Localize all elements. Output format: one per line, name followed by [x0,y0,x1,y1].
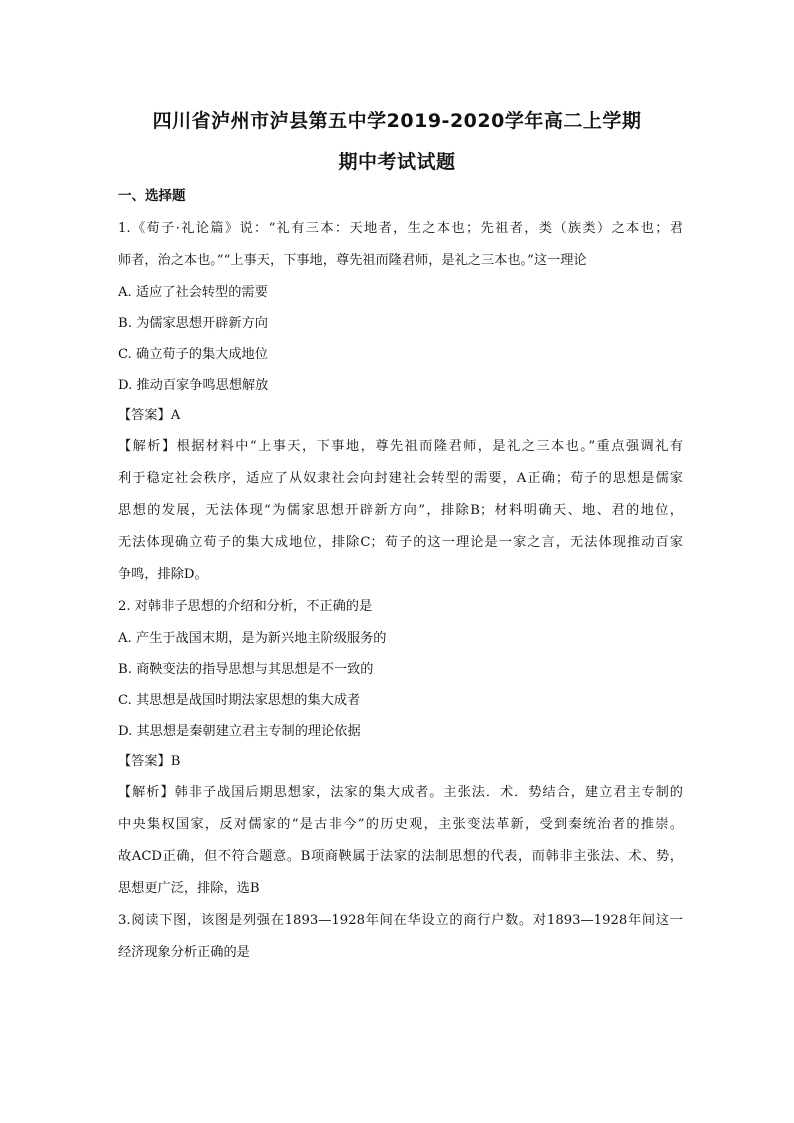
q1-stem-line-2: 师者，治之本也。”“上事天，下事地，尊先祖而隆君师，是礼之三本也。”这一理论 [118,253,587,268]
q2-stem: 2. 对韩非子思想的介绍和分析，不正确的是 [118,599,373,614]
q1-analysis-line-5: 争鸣，排除D。 [118,567,208,582]
q1-option-c: C. 确立荀子的集大成地位 [118,347,268,362]
document-title-line-1: 四川省泸州市泸县第五中学2019-2020学年高二上学期 [152,110,642,132]
q1-analysis-line-3: 思想的发展，无法体现“为儒家思想开辟新方向”，排除B；材料明确天、地、君的地位， [118,503,683,518]
q1-analysis-line-1: 【解析】根据材料中“上事天，下事地，尊先祖而隆君师，是礼之三本也。”重点强调礼有 [118,439,683,454]
q3-stem-line-2: 经济现象分析正确的是 [118,945,250,960]
q1-stem-line-1: 1.《荀子·礼论篇》说：“礼有三本：天地者，生之本也；先祖者，类（族类）之本也；君 [118,221,683,236]
q2-analysis-line-1: 【解析】韩非子战国后期思想家，法家的集大成者。主张法．术．势结合，建立君主专制的 [118,785,683,800]
q2-option-c: C. 其思想是战国时期法家思想的集大成者 [118,693,361,708]
q2-option-b: B. 商鞅变法的指导思想与其思想是不一致的 [118,662,374,677]
q1-option-d: D. 推动百家争鸣思想解放 [118,378,269,393]
q1-analysis-line-4: 无法体现确立荀子的集大成地位，排除C；荀子的这一理论是一家之言，无法体现推动百家 [118,535,683,550]
q1-answer: 【答案】A [118,408,181,423]
q3-stem-line-1: 3.阅读下图，该图是列强在1893—1928年间在华设立的商行户数。对1893—1928年间这一 [118,913,683,928]
q2-answer: 【答案】B [118,754,181,769]
q2-analysis-line-2: 中央集权国家，反对儒家的“是古非今”的历史观，主张变法革新，受到秦统治者的推崇。 [118,817,683,832]
q2-option-a: A. 产生于战国末期，是为新兴地主阶级服务的 [118,631,387,646]
document-title-line-2: 期中考试试题 [338,151,456,173]
q2-option-d: D. 其思想是秦朝建立君主专制的理论依据 [118,724,361,739]
section-heading: 一、选择题 [118,188,186,204]
q1-option-a: A. 适应了社会转型的需要 [118,285,268,300]
q1-analysis-line-2: 利于稳定社会秩序，适应了从奴隶社会向封建社会转型的需要，A正确；荀子的思想是儒家 [118,471,683,486]
q2-analysis-line-3: 故ACD正确，但不符合题意。B项商鞅属于法家的法制思想的代表，而韩非主张法、术、势， [118,849,683,864]
q1-option-b: B. 为儒家思想开辟新方向 [118,316,268,331]
q2-analysis-line-4: 思想更广泛，排除，选B [118,881,260,896]
